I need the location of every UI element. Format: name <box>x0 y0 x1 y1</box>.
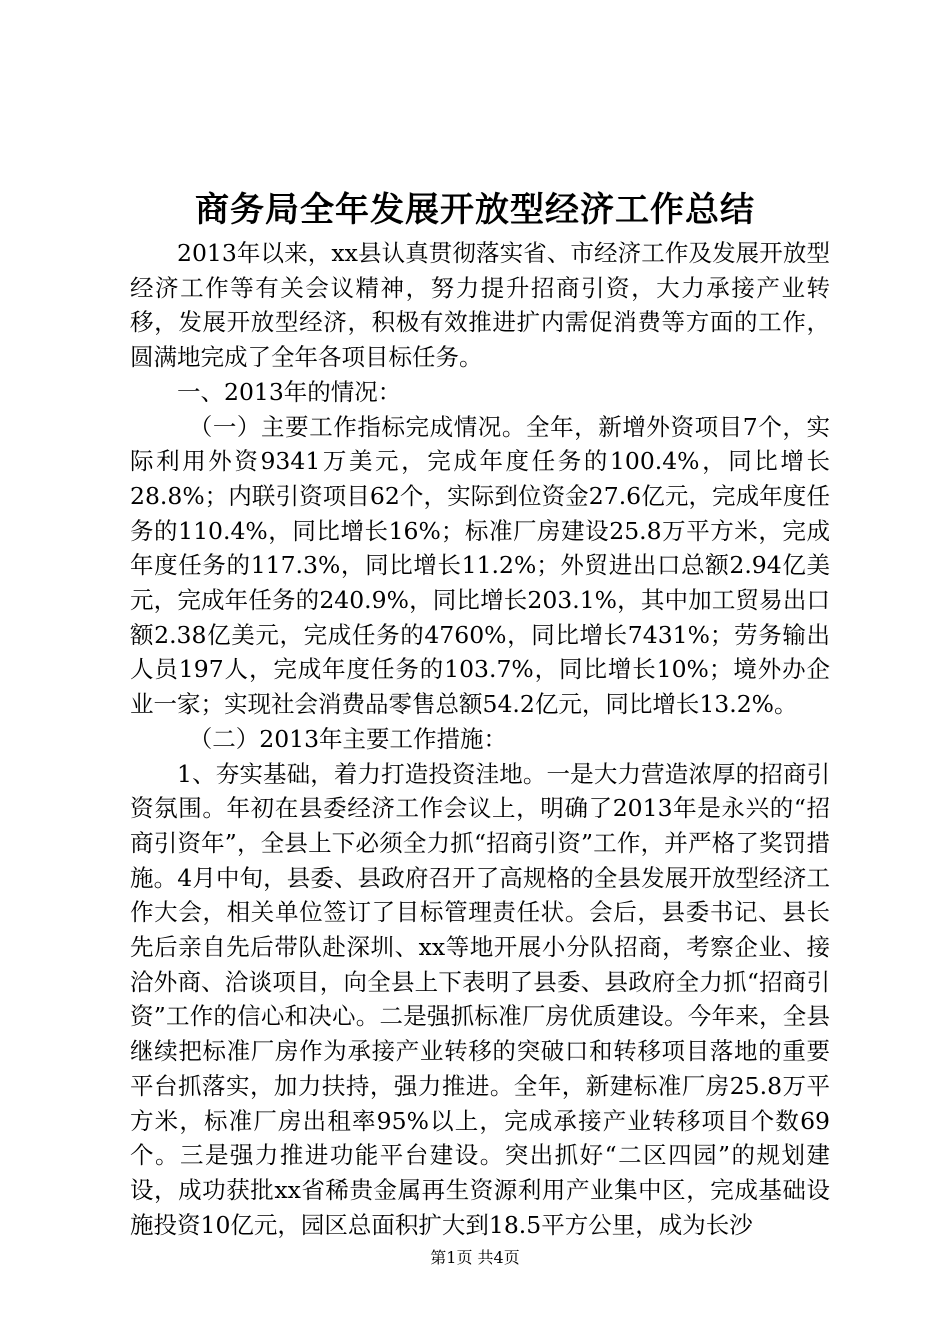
intro-paragraph: 2013年以来，xx县认真贯彻落实省、市经济工作及发展开放型经济工作等有关会议精神，努力提升招商引资，大力承接产业转移，发展开放型经济，积极有效推进扩内需促消费等方面的工作，圆满地完成了全年各项目标任务。 <box>130 239 830 372</box>
subsection-heading: （二）2013年主要工作措施： <box>188 724 508 753</box>
document-body <box>130 236 830 1242</box>
page-number-footer: 第1页 共4页 <box>430 1248 520 1267</box>
section-heading: 一、2013年的情况： <box>177 377 402 406</box>
document-title: 商务局全年发展开放型经济工作总结 <box>195 190 755 230</box>
measures-paragraph: 1、夯实基础，着力打造投资洼地。一是大力营造浓厚的招商引资氛围。年初在县委经济工作会议上，明确了2013年是永兴的“招商引资年”，全县上下必须全力抓“招商引资”工作，并严格了奖罚措施。4月中旬，县委、县政府召开了高规格的全县发展开放型经济工作大会，相关单位签订了目标管理责任状。会后，县委书记、县长先后亲自先后带队赴深圳、xx等地开展小分队招商，考察企业、接洽外商、洽谈项目，向全县上下表明了县委、县政府全力抓“招商引资”工作的信心和决心。二是强抓标准厂房优质建设。今年来，全县继续把标准厂房作为承接产业转移的突破口和转移项目落地的重要平台抓落实，加力扶持，强力推进。全年，新建标准厂房25.8万平方米，标准厂房出租率95%以上，完成承接产业转移项目个数69个。三是强力推进功能平台建设。突出抓好“二区四园”的规划建设，成功获批xx省稀贵金属再生资源利用产业集中区，完成基础设施投资10亿元，园区总面积扩大到18.5平方公里，成为长沙 <box>130 759 830 1239</box>
indicators-paragraph: （一）主要工作指标完成情况。全年，新增外资项目7个，实际利用外资9341万美元，完成年度任务的100.4%，同比增长28.8%；内联引资项目62个，实际到位资金27.6亿元，完成年度任务的110.4%，同比增长16%；标准厂房建设25.8万平方米，完成年度任务的117.3%，同比增长11.2%；外贸进出口总额2.94亿美元，完成年任务的240.9%，同比增长203.1%，其中加工贸易出口额2.38亿美元，完成任务的4760%，同比增长7431%；劳务输出人员197人，完成年度任务的103.7%，同比增长10%；境外办企业一家；实现社会消费品零售总额54.2亿元，同比增长13.2%。 <box>130 412 830 719</box>
